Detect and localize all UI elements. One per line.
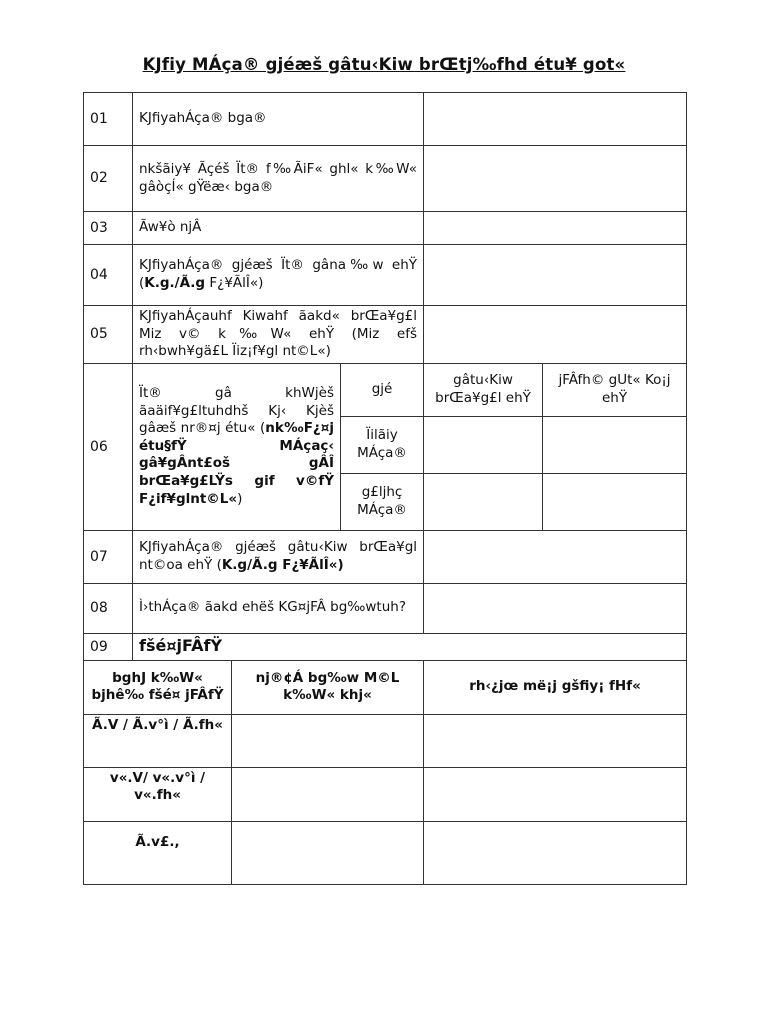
qual-header-degree: bghJ k‰W« bjhê‰ fšé¤ jFÂfŸ	[84, 660, 232, 714]
desc-tail-text: F¿¥ÃlÎ«)	[205, 275, 264, 291]
answer-cell[interactable]	[232, 767, 424, 821]
sub-header-probation: jFÂfh© gUt« Ko¡j ehŸ	[543, 363, 687, 416]
qual-header-year: nj®¢Á bg‰w M©L k‰W« khj«	[232, 660, 424, 714]
table-row	[84, 146, 687, 212]
post-label: g£ljhç MÁça®	[341, 473, 424, 530]
desc-text: KJfiyahÁça® gjéæš gâtu‹Kiw brŒa¥gl nt©oa ehŸ (	[139, 539, 418, 573]
table-row	[84, 245, 687, 306]
post-label: Ïilãiy MÁça®	[341, 416, 424, 473]
answer-cell[interactable]	[424, 416, 543, 473]
desc-bold-text: nk‰F¿¤j étu§fŸ MÁçaç‹ gâ¥gÂnt£oš gÂÎ brŒa¥g£LŸs gif v©fŸ F¿if¥glnt©L«	[139, 420, 334, 507]
row-number: 03	[84, 212, 133, 245]
answer-cell[interactable]	[424, 583, 687, 633]
answer-cell[interactable]	[424, 530, 687, 583]
qualification-row	[84, 714, 687, 767]
row-number: 07	[84, 530, 133, 583]
table-row	[84, 583, 687, 633]
row-description: Ì›thÁça® ãakd ehëš KG¤jFÂ bg‰wtuh?	[133, 583, 424, 633]
degree-label: Ã.v£.,	[84, 821, 232, 884]
desc-text: KJfiyahÁça® gjéæš Ït® gâna‰w ehŸ (	[139, 257, 418, 291]
sub-header-post: gjé	[341, 363, 424, 416]
answer-cell[interactable]	[424, 93, 687, 146]
answer-cell[interactable]	[424, 306, 687, 364]
row-number: 08	[84, 583, 133, 633]
row-description	[133, 245, 424, 306]
answer-cell[interactable]	[424, 473, 543, 530]
form-title: KJfiy MÁça® gjéæš gâtu‹Kiw brŒtj‰fhd étu¥ got«	[142, 55, 626, 74]
answer-cell[interactable]	[543, 473, 687, 530]
answer-cell[interactable]	[543, 416, 687, 473]
sub-header-date: gâtu‹Kiw brŒa¥g£l ehŸ	[424, 363, 543, 416]
row-number: 01	[84, 93, 133, 146]
qualification-header-row	[84, 660, 687, 714]
row-description	[133, 363, 341, 530]
table-row	[84, 530, 687, 583]
row-description: nkšãiy¥ Ãçéš Ït® f‰ÃiF« ghl« k‰W« gâòçÍ« gŸëæ‹ bga®	[133, 146, 424, 212]
row-number: 06	[84, 363, 133, 530]
answer-cell[interactable]	[424, 714, 687, 767]
desc-tail-text: )	[237, 490, 243, 507]
qualification-row	[84, 767, 687, 821]
degree-label: v«.V/ v«.v°ì / v«.fh«	[84, 767, 232, 821]
qualification-heading: fšé¤jFÂfŸ	[133, 633, 687, 660]
desc-bold-text: K.g/Ã.g F¿¥ÃlÎ«)	[221, 556, 344, 573]
row-number: 02	[84, 146, 133, 212]
row-description: Ãw¥ò njÂ	[133, 212, 424, 245]
table-row	[84, 633, 687, 660]
answer-cell[interactable]	[232, 714, 424, 767]
qualification-row	[84, 821, 687, 884]
answer-cell[interactable]	[232, 821, 424, 884]
table-row	[84, 306, 687, 364]
answer-cell[interactable]	[424, 767, 687, 821]
answer-cell[interactable]	[424, 821, 687, 884]
table-row	[84, 212, 687, 245]
table-row	[84, 93, 687, 146]
degree-label: Ã.V / Ã.v°ì / Ã.fh«	[84, 714, 232, 767]
answer-cell[interactable]	[424, 245, 687, 306]
row-description: KJfiyahÁçauhf Kiwahf ãakd« brŒa¥g£l Miz v© k‰W« ehŸ (Miz efš rh‹bwh¥gä£L Ïiz¡f¥gl nt©L«)	[133, 306, 424, 364]
answer-cell[interactable]	[424, 212, 687, 245]
row-number: 05	[84, 306, 133, 364]
row-description: KJfiyahÁça® bga®	[133, 93, 424, 146]
desc-text: Ït® gâ khWjèš ãaäif¥g£ltuhdhš Kj‹ Kjèš gâæš nr®¤j étu« (	[139, 385, 334, 437]
table-row	[84, 363, 687, 416]
answer-cell[interactable]	[424, 146, 687, 212]
application-form-table	[83, 92, 687, 885]
desc-bold-text: K.g./Ã.g	[144, 275, 206, 291]
row-number: 04	[84, 245, 133, 306]
row-number: 09	[84, 633, 133, 660]
row-description	[133, 530, 424, 583]
qual-header-university: rh‹¿jœ më¡j gšfiy¡ fHf«	[424, 660, 687, 714]
